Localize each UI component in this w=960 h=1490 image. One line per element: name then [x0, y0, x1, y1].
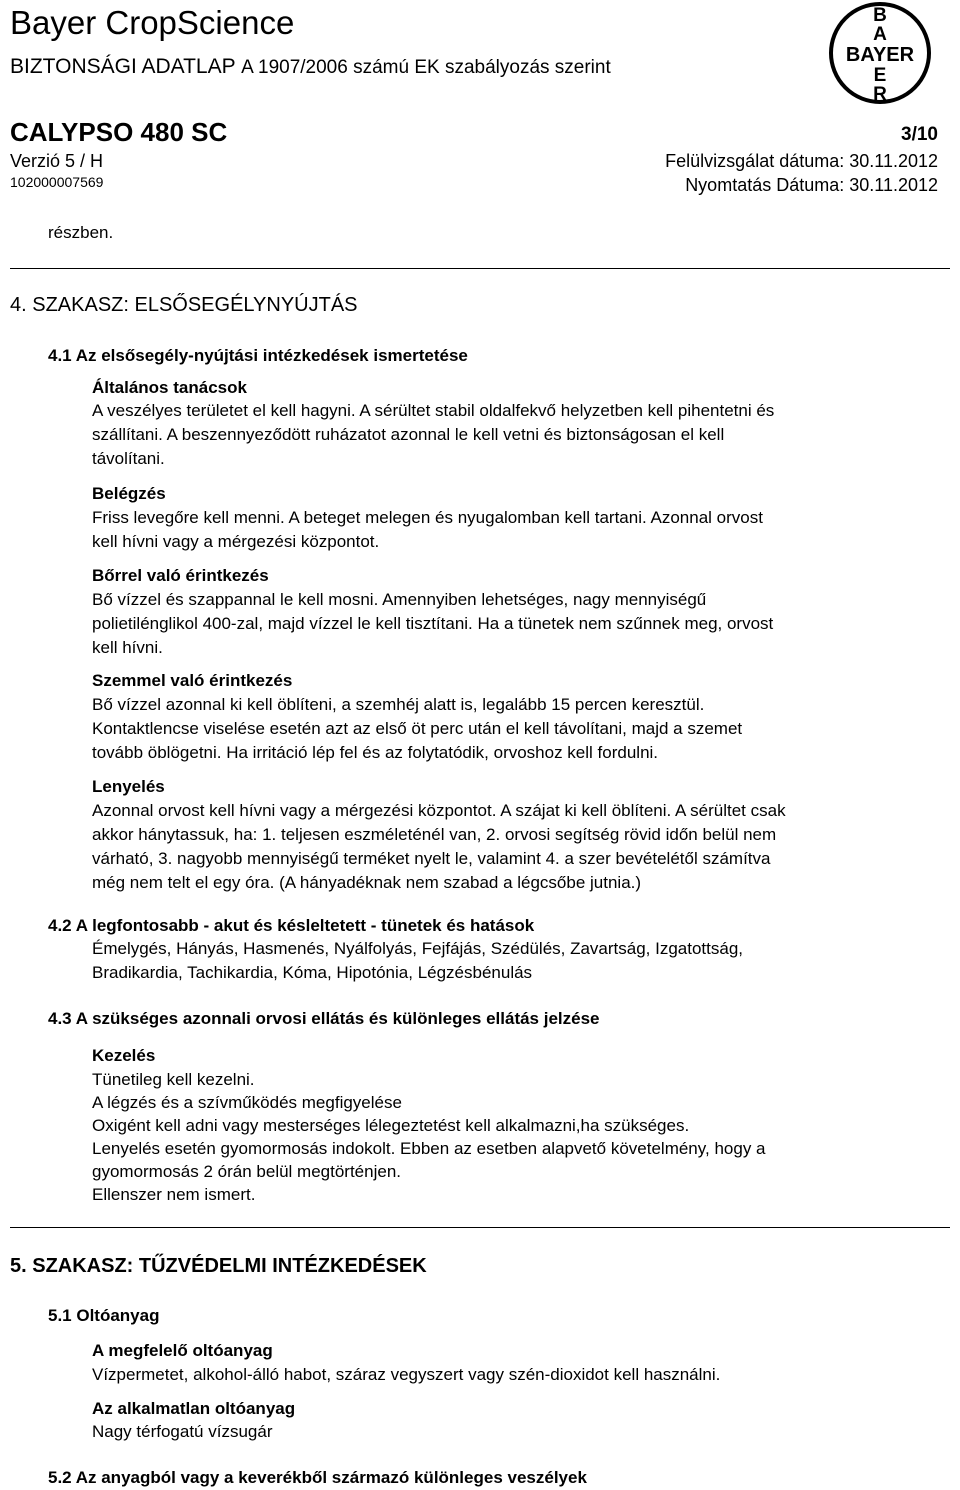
bayer-cross-logo	[828, 1, 932, 105]
treatment-line: Tünetileg kell kezelni.	[92, 1070, 255, 1089]
treatment-line: Oxigént kell adni vagy mesterséges lélegeztetést kell alkalmazni,ha szükséges.	[92, 1116, 690, 1135]
inhalation-line: Friss levegőre kell menni. A beteget melegen és nyugalomban kell tartani. Azonnal orvost	[92, 508, 763, 527]
revision-date: Felülvizsgálat dátuma: 30.11.2012	[665, 151, 938, 171]
svg-text:A: A	[873, 24, 887, 45]
skin-contact-line: kell hívni.	[92, 638, 163, 657]
skin-contact-heading: Bőrrel való érintkezés	[92, 566, 269, 585]
document-type	[10, 55, 611, 79]
section-divider	[10, 268, 950, 269]
eye-contact-line: Kontaktlencse viselése esetén azt az első öt perc után el kell távolítani, majd a szemet	[92, 719, 743, 738]
suitable-media-heading: A megfelelő oltóanyag	[92, 1341, 273, 1360]
eye-contact-line: Bő vízzel azonnal ki kell öblíteni, a szemhéj alatt is, legalább 15 percen keresztül.	[92, 695, 705, 714]
treatment-line: A légzés és a szívműködés megfigyelése	[92, 1093, 402, 1112]
symptoms-line: Émelygés, Hányás, Hasmenés, Nyálfolyás, Fejfájás, Szédülés, Zavartság, Izgatottság,	[92, 939, 744, 958]
ingestion-heading: Lenyelés	[92, 777, 165, 796]
eye-contact-line: tovább öblögetni. Ha irritáció lép fel és az folytatódik, orvoshoz kell fordulni.	[92, 743, 659, 762]
skin-contact-line: Bő vízzel és szappannal le kell mosni. Amennyiben lehetséges, nagy mennyiségű	[92, 590, 707, 609]
document-type-label: BIZTONSÁGI ADATLAP	[10, 55, 236, 78]
section-5-title: 5. SZAKASZ: TŰZVÉDELMI INTÉZKEDÉSEK	[10, 1255, 427, 1277]
general-advice-line: szállítani. A beszennyeződött ruházatot azonnal le kell vetni és biztonságosan el kell	[92, 425, 725, 444]
section-4-1-title: 4.1 Az elsősegély-nyújtási intézkedések ismertetése	[48, 346, 468, 365]
page-number: 3/10	[901, 124, 938, 145]
inhalation-heading: Belégzés	[92, 484, 166, 503]
general-advice-line: távolítani.	[92, 449, 165, 468]
suitable-media-text: Vízpermetet, alkohol-álló habot, száraz vegyszert vagy szén-dioxidot kell használni.	[92, 1365, 721, 1384]
svg-text:BAYER: BAYER	[845, 44, 915, 66]
section-5-1-title: 5.1 Oltóanyag	[48, 1306, 160, 1325]
print-date: Nyomtatás Dátuma: 30.11.2012	[685, 175, 938, 195]
company-name: Bayer CropScience	[10, 4, 295, 41]
general-advice-heading: Általános tanácsok	[92, 378, 247, 397]
ingestion-line: Azonnal orvost kell hívni vagy a mérgezési központot. A szájat ki kell öblíteni. A sérültet csak	[92, 801, 786, 820]
general-advice-line: A veszélyes területet el kell hagyni. A sérültet stabil oldalfekvő helyzetben kell pihentetni és	[92, 401, 775, 420]
svg-text:B: B	[873, 5, 887, 26]
continued-text: részben.	[48, 223, 114, 242]
ingestion-line: várható, 3. nagyobb mennyiségű terméket nyelt le, valamint 4. a szer bevételétől számítva	[92, 849, 771, 868]
section-4-title: 4. SZAKASZ: ELSŐSEGÉLYNYÚJTÁS	[10, 294, 358, 316]
unsuitable-media-text: Nagy térfogatú vízsugár	[92, 1422, 273, 1441]
product-code: 102000007569	[10, 174, 104, 190]
treatment-line: Ellenszer nem ismert.	[92, 1185, 256, 1204]
treatment-line: gyomormosás 2 órán belül megtörténjen.	[92, 1162, 401, 1181]
treatment-line: Lenyelés esetén gyomormosás indokolt. Ebben az esetben alapvető követelmény, hogy a	[92, 1139, 766, 1158]
product-name: CALYPSO 480 SC	[10, 117, 228, 147]
section-4-2-title: 4.2 A legfontosabb - akut és késleltetett - tünetek és hatások	[48, 916, 535, 935]
version-label: Verzió 5 / H	[10, 151, 104, 171]
regulation-reference: A 1907/2006 számú EK szabályozás szerint	[241, 57, 611, 78]
eye-contact-heading: Szemmel való érintkezés	[92, 671, 293, 690]
ingestion-line: akkor hánytassuk, ha: 1. teljesen eszméleténél van, 2. orvosi segítség rövid időn belül nem	[92, 825, 777, 844]
svg-text:E: E	[873, 65, 887, 86]
skin-contact-line: polietilénglikol 400-zal, majd vízzel le kell tisztítani. Ha a tünetek nem szűnnek meg, orvost	[92, 614, 774, 633]
section-5-2-title: 5.2 Az anyagból vagy a keverékből származó különleges veszélyek	[48, 1468, 587, 1487]
treatment-heading: Kezelés	[92, 1046, 156, 1065]
section-4-3-title: 4.3 A szükséges azonnali orvosi ellátás és különleges ellátás jelzése	[48, 1009, 600, 1028]
section-divider	[10, 1227, 950, 1228]
svg-text:R: R	[873, 84, 887, 105]
ingestion-line: még nem telt el egy óra. (A hányadéknak nem szabad a légcsőbe jutnia.)	[92, 873, 642, 892]
unsuitable-media-heading: Az alkalmatlan oltóanyag	[92, 1399, 296, 1418]
symptoms-line: Bradikardia, Tachikardia, Kóma, Hipotónia, Légzésbénulás	[92, 963, 533, 982]
inhalation-line: kell hívni vagy a mérgezési központot.	[92, 532, 380, 551]
